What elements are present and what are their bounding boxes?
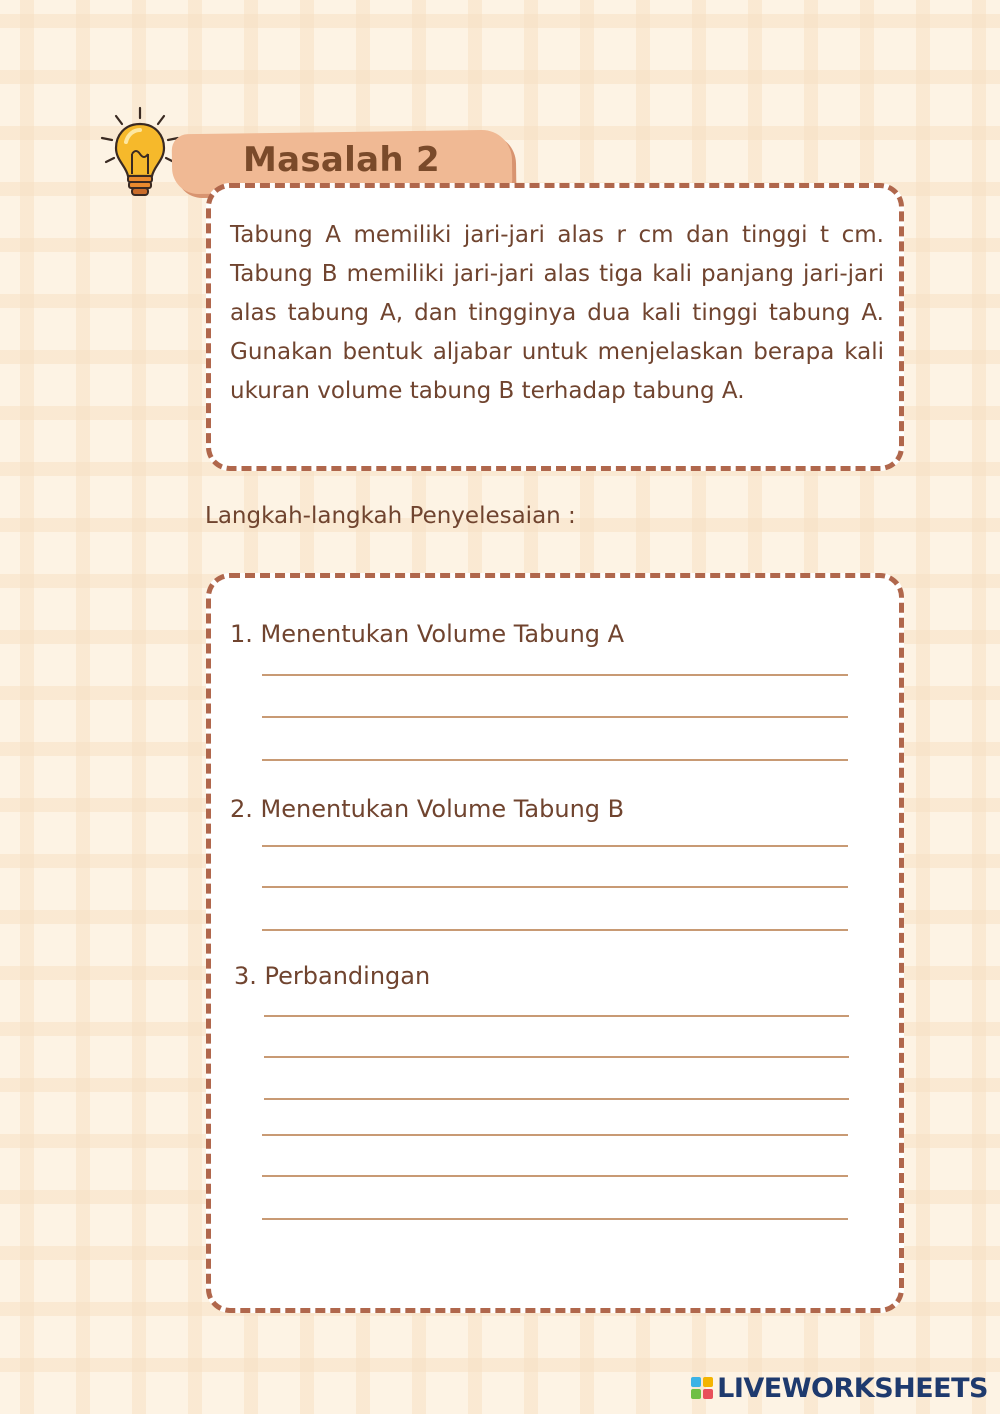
step-1-label: 1. Menentukan Volume Tabung A bbox=[230, 620, 625, 648]
steps-heading: Langkah-langkah Penyelesaian : bbox=[205, 503, 576, 529]
liveworksheets-logo-icon bbox=[691, 1377, 713, 1399]
answer-line[interactable] bbox=[264, 1015, 849, 1017]
answer-line[interactable] bbox=[262, 929, 848, 931]
answer-line[interactable] bbox=[264, 1098, 849, 1100]
answer-line[interactable] bbox=[262, 716, 848, 718]
step-2-label: 2. Menentukan Volume Tabung B bbox=[230, 795, 625, 823]
answer-line[interactable] bbox=[262, 886, 848, 888]
liveworksheets-logo[interactable] bbox=[691, 1371, 988, 1405]
answer-line[interactable] bbox=[262, 674, 848, 676]
brand-name: LIVEWORKSHEETS bbox=[717, 1372, 988, 1404]
step-3-label: 3. Perbandingan bbox=[234, 962, 431, 990]
answer-line[interactable] bbox=[262, 1134, 848, 1136]
answer-line[interactable] bbox=[264, 1056, 849, 1058]
answer-line[interactable] bbox=[262, 1175, 848, 1177]
problem-text: Tabung A memiliki jari-jari alas r cm dan tinggi t cm. Tabung B memiliki jari-jari alas tiga kali panjang jari-jari alas tabung A, dan tingginya dua kali tinggi tabung A. Gunakan bentuk aljabar untuk menjelaskan berapa kali ukuran volume tabung B terhadap tabung A. bbox=[230, 222, 884, 404]
answer-line[interactable] bbox=[262, 759, 848, 761]
answer-box bbox=[206, 573, 904, 1313]
page-title: Masalah 2 bbox=[243, 140, 440, 180]
answer-line[interactable] bbox=[262, 1218, 848, 1220]
answer-line[interactable] bbox=[262, 845, 848, 847]
